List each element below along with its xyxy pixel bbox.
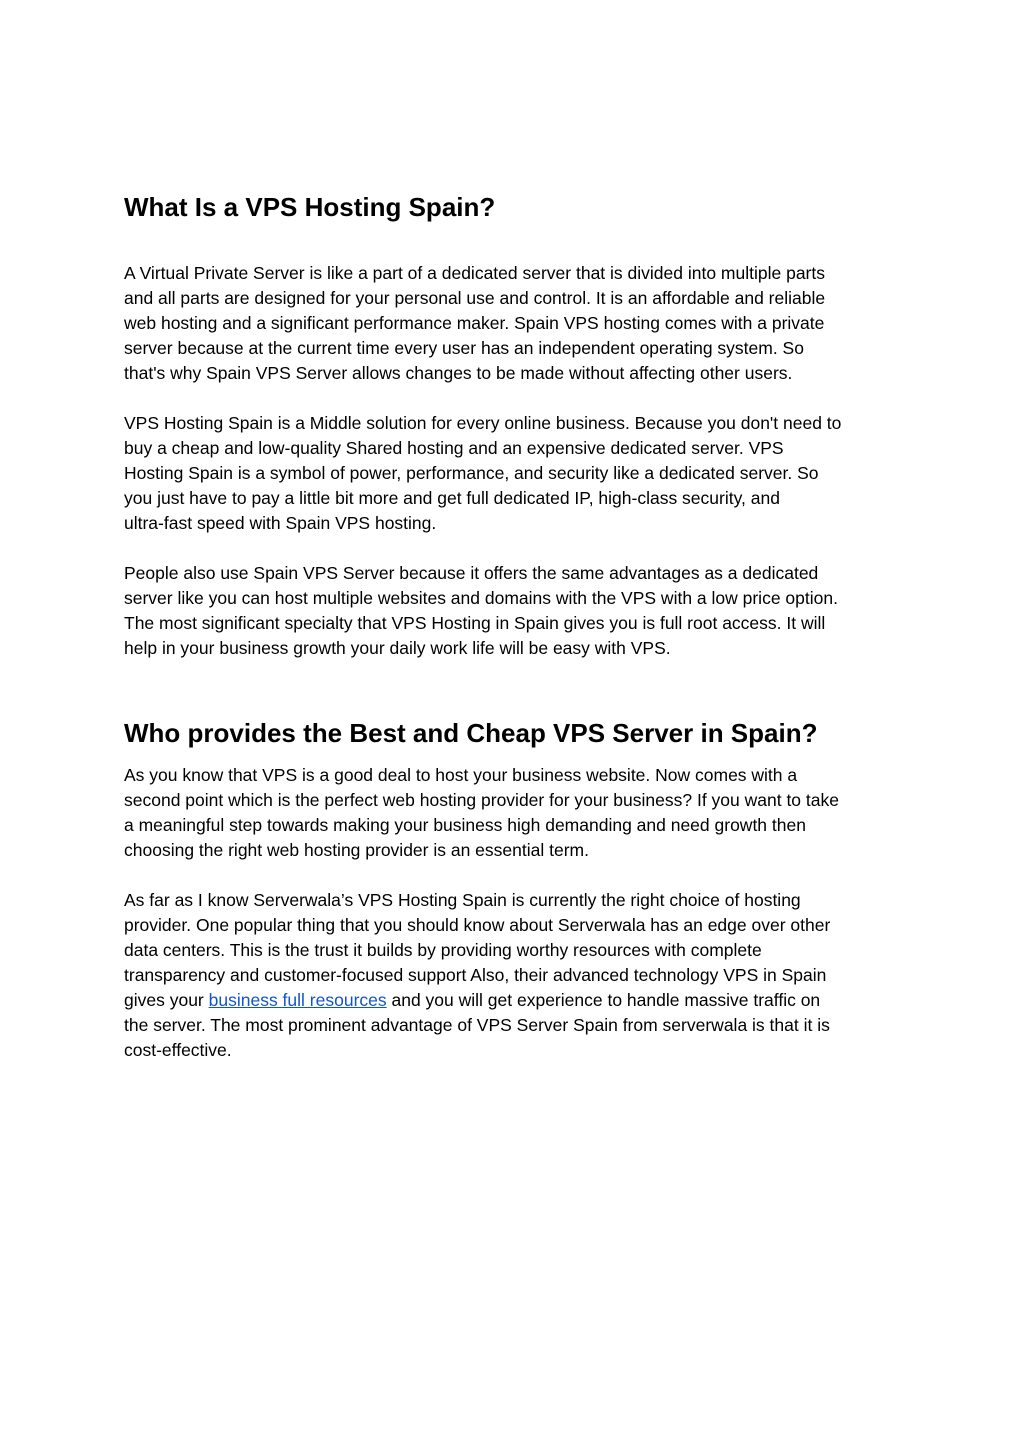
text-line: cost-effective. [124, 1040, 232, 1060]
text-line: As far as I know Serverwala’s VPS Hosting Spain is currently the right choice of hosting [124, 890, 801, 910]
text-line: web hosting and a significant performance maker. Spain VPS hosting comes with a private [124, 313, 825, 333]
paragraph-middle-solution [124, 411, 914, 536]
text-line: server because at the current time every user has an independent operating system. So [124, 338, 804, 358]
paragraph-good-deal [124, 763, 914, 863]
text-line: choosing the right web hosting provider is an essential term. [124, 840, 589, 860]
text-line: A Virtual Private Server is like a part of a dedicated server that is divided into multiple parts [124, 263, 825, 283]
heading-who-provides: Who provides the Best and Cheap VPS Server in Spain? [124, 718, 818, 748]
text-line: Hosting Spain is a symbol of power, performance, and security like a dedicated server. So [124, 463, 819, 483]
text-line: you just have to pay a little bit more and get full dedicated IP, high-class security, and [124, 488, 780, 508]
paragraph-vps-definition [124, 261, 914, 386]
text-line: and all parts are designed for your personal use and control. It is an affordable and reliable [124, 288, 826, 308]
text-line: server like you can host multiple websites and domains with the VPS with a low price option. [124, 588, 838, 608]
text-line: As you know that VPS is a good deal to host your business website. Now comes with a [124, 765, 798, 785]
text-line: provider. One popular thing that you should know about Serverwala has an edge over other [124, 915, 831, 935]
text-line: ultra-fast speed with Spain VPS hosting. [124, 513, 437, 533]
text-line-with-link [124, 988, 914, 1013]
business-full-resources-link[interactable]: business full resources [208, 990, 387, 1010]
text-line: VPS Hosting Spain is a Middle solution for every online business. Because you don't need to [124, 413, 842, 433]
text-line: that's why Spain VPS Server allows changes to be made without affecting other users. [124, 363, 793, 383]
link-line-suffix: and you will get experience to handle massive traffic on [386, 990, 821, 1010]
text-line: help in your business growth your daily work life will be easy with VPS. [124, 638, 671, 658]
text-line: The most significant specialty that VPS Hosting in Spain gives you is full root access. It will [124, 613, 826, 633]
text-line: the server. The most prominent advantage of VPS Server Spain from serverwala is that it is [124, 1015, 830, 1035]
paragraph-advantages [124, 561, 914, 661]
heading-what-is-vps: What Is a VPS Hosting Spain? [124, 192, 496, 222]
link-line-prefix: gives your [124, 990, 209, 1010]
text-line: transparency and customer-focused support Also, their advanced technology VPS in Spain [124, 965, 827, 985]
text-line: People also use Spain VPS Server because it offers the same advantages as a dedicated [124, 563, 819, 583]
text-line: second point which is the perfect web hosting provider for your business? If you want to take [124, 790, 839, 810]
paragraph-serverwala [124, 888, 914, 1063]
text-line: buy a cheap and low-quality Shared hosting and an expensive dedicated server. VPS [124, 438, 784, 458]
text-line: data centers. This is the trust it builds by providing worthy resources with complete [124, 940, 762, 960]
text-line: a meaningful step towards making your business high demanding and need growth then [124, 815, 806, 835]
